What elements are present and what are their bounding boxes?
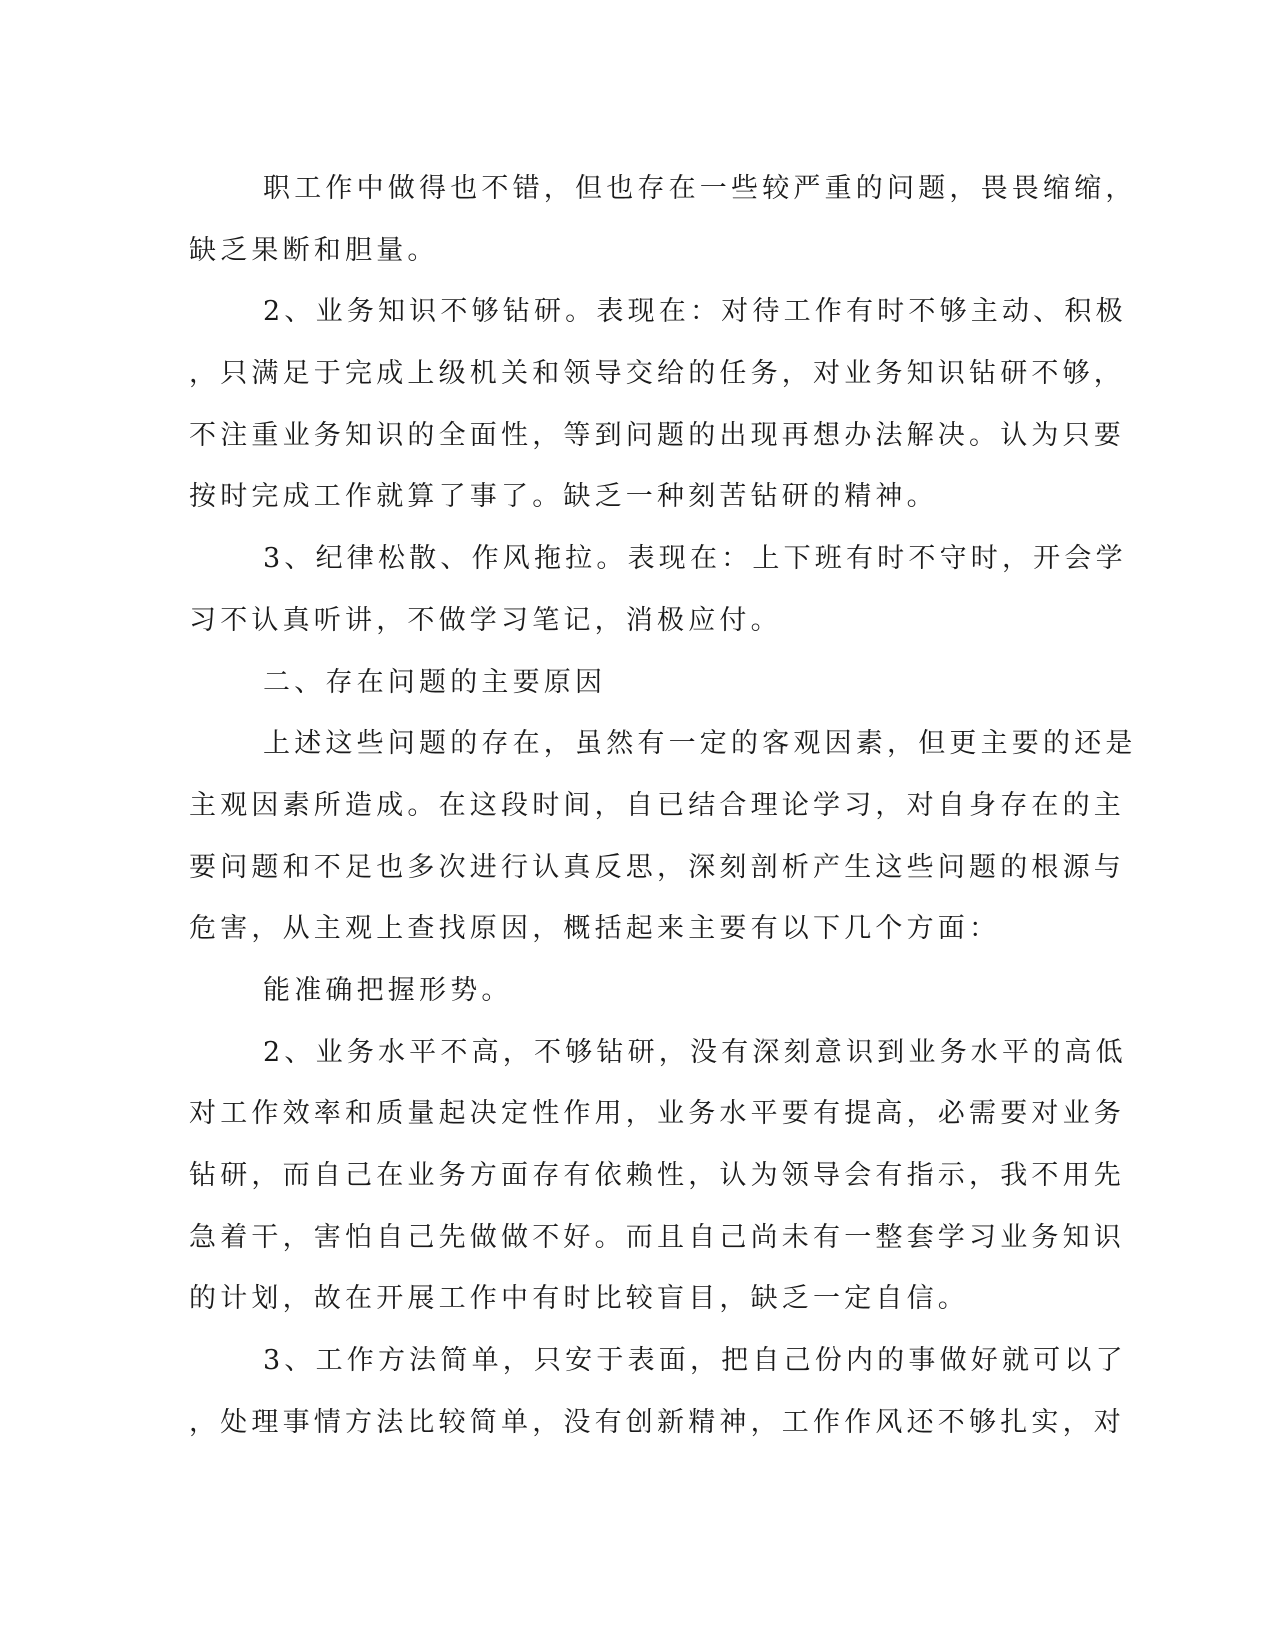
text-line: 急着干，害怕自己先做做不好。而且自己尚未有一整套学习业务知识 bbox=[189, 1221, 1125, 1253]
section-heading: 二、存在问题的主要原因 bbox=[263, 666, 607, 698]
text-line: 要问题和不足也多次进行认真反思，深刻剖析产生这些问题的根源与 bbox=[189, 851, 1125, 883]
text-line: 危害，从主观上查找原因，概括起来主要有以下几个方面： bbox=[189, 913, 1001, 945]
text-line: 主观因素所造成。在这段时间，自已结合理论学习，对自身存在的主 bbox=[189, 789, 1125, 821]
text-line: 不注重业务知识的全面性，等到问题的出现再想办法解决。认为只要 bbox=[189, 419, 1125, 451]
text-line: ，只满足于完成上级机关和领导交给的任务，对业务知识钻研不够， bbox=[189, 358, 1125, 390]
text-line: 的计划，故在开展工作中有时比较盲目，缺乏一定自信。 bbox=[189, 1283, 969, 1315]
document-body bbox=[189, 158, 1137, 1453]
text-line: ，处理事情方法比较简单，没有创新精神，工作作风还不够扎实，对 bbox=[189, 1406, 1125, 1438]
text-line: 职工作中做得也不错，但也存在一些较严重的问题，畏畏缩缩， bbox=[263, 173, 1137, 204]
text-line: 2、业务水平不高，不够钻研，没有深刻意识到业务水平的高低 bbox=[263, 1036, 1127, 1068]
text-line: 3、工作方法简单，只安于表面，把自己份内的事做好就可以了 bbox=[263, 1345, 1127, 1377]
text-line: 对工作效率和质量起决定性作用，业务水平要有提高，必需要对业务 bbox=[189, 1098, 1125, 1130]
text-line: 按时完成工作就算了事了。缺乏一种刻苦钻研的精神。 bbox=[189, 481, 938, 513]
text-line: 缺乏果断和胆量。 bbox=[189, 234, 439, 266]
text-line: 3、纪律松散、作风拖拉。表现在：上下班有时不守时，开会学 bbox=[263, 543, 1127, 575]
text-line: 上述这些问题的存在，虽然有一定的客观因素，但更主要的还是 bbox=[263, 728, 1137, 760]
text-line: 钻研，而自己在业务方面存有依赖性，认为领导会有指示，我不用先 bbox=[189, 1160, 1125, 1191]
text-line: 2、业务知识不够钻研。表现在：对待工作有时不够主动、积极 bbox=[263, 296, 1127, 328]
text-line: 习不认真听讲，不做学习笔记，消极应付。 bbox=[189, 604, 782, 636]
text-line: 能准确把握形势。 bbox=[263, 974, 513, 1006]
